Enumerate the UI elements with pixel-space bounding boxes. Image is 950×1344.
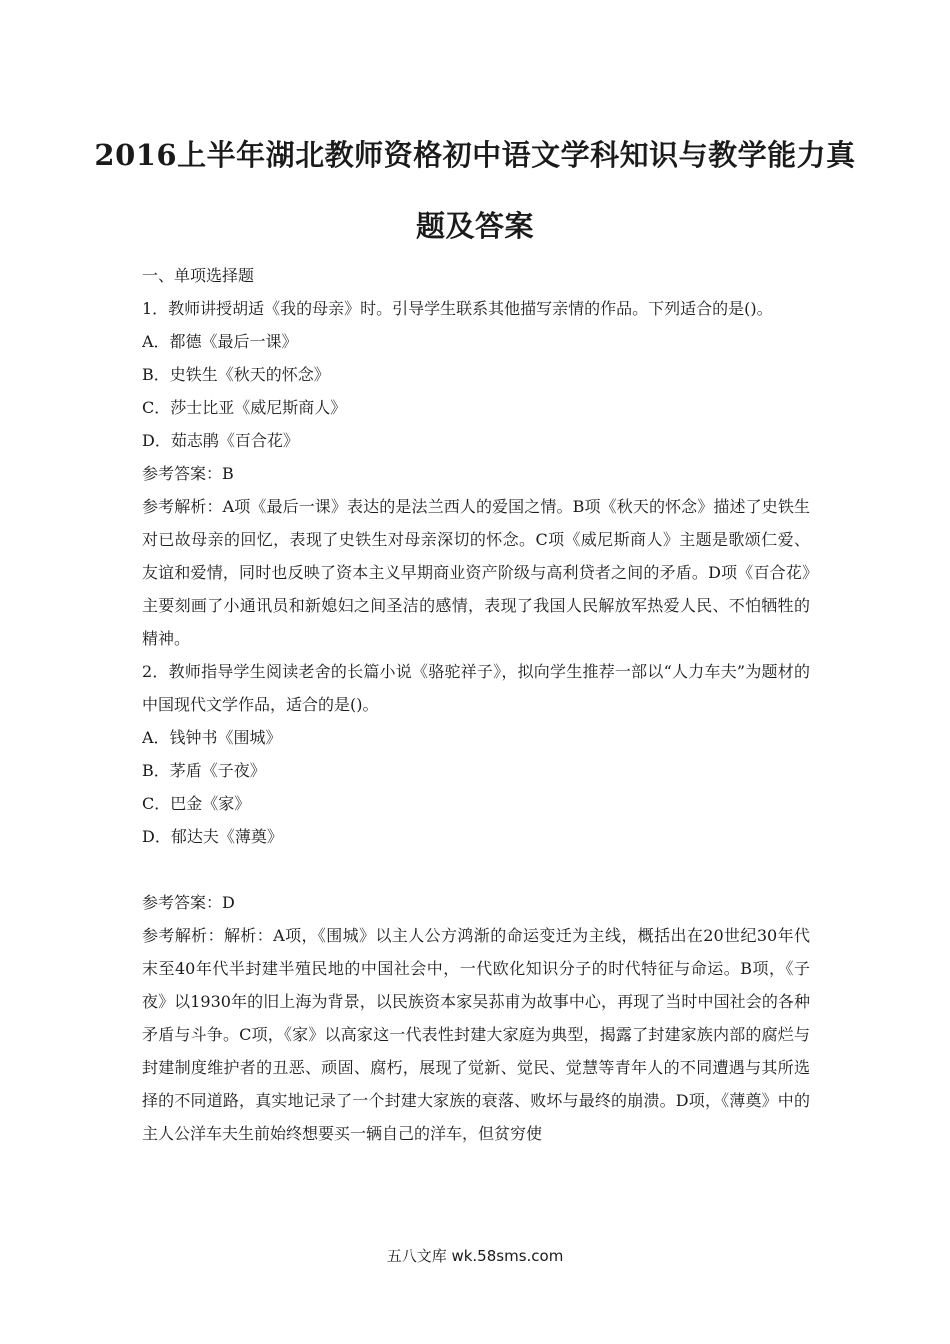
question-1-answer: 参考答案：B (142, 464, 234, 483)
question-2-option-c: C．巴金《家》 (142, 794, 251, 813)
question-1-option-b: B．史铁生《秋天的怀念》 (142, 365, 330, 384)
question-1-option-c: C．莎士比亚《威尼斯商人》 (142, 398, 347, 417)
question-1-option-d: D．茹志鹃《百合花》 (142, 431, 299, 450)
document-title-line-2: 题及答案 (415, 209, 534, 243)
question-1-analysis: 参考解析：A项《最后一课》表达的是法兰西人的爱国之情。B项《秋天的怀念》描述了史铁生对已故母亲的回忆，表现了史铁生对母亲深切的怀念。C项《威尼斯商人》主题是歌颂仁爱、友谊和爱情，同时也反映了资本主义早期商业资产阶级与高利贷者之间的矛盾。D项《百合花》主要刻画了小通讯员和新媳妇之间圣洁的感情，表现了我国人民解放军热爱人民、不怕牺牲的精神。 (142, 497, 810, 648)
question-1-option-a: A．都德《最后一课》 (142, 332, 298, 351)
question-2-option-b: B．茅盾《子夜》 (142, 761, 266, 780)
section-heading: 一、单项选择题 (142, 266, 255, 285)
blank-line (142, 853, 810, 886)
question-2-option-d: D．郁达夫《薄奠》 (142, 827, 283, 846)
question-2-answer: 参考答案：D (142, 893, 235, 912)
question-2-text: 2．教师指导学生阅读老舍的长篇小说《骆驼祥子》，拟向学生推荐一部以“人力车夫”为题材的中国现代文学作品，适合的是()。 (142, 662, 810, 714)
question-2-analysis: 参考解析：解析：A项，《围城》以主人公方鸿渐的命运变迁为主线，概括出在20世纪30年代末至40年代半封建半殖民地的中国社会中，一代欧化知识分子的时代特征与命运。B项，《子夜》以1930年的旧上海为背景，以民族资本家吴荪甫为故事中心，再现了当时中国社会的各种矛盾与斗争。C项，《家》以高家这一代表性封建大家庭为典型，揭露了封建家族内部的腐烂与封建制度维护者的丑恶、顽固、腐朽，展现了觉新、觉民、觉慧等青年人的不同遭遇与其所选择的不同道路，真实地记录了一个封建大家族的衰落、败坏与最终的崩溃。D项，《薄奠》中的主人公洋车夫生前始终想要买一辆自己的洋车，但贫穷使 (142, 926, 810, 1143)
question-1-text: 1．教师讲授胡适《我的母亲》时。引导学生联系其他描写亲情的作品。下列适合的是()。 (142, 299, 773, 318)
document-title-line-1: 2016上半年湖北教师资格初中语文学科知识与教学能力真 (94, 138, 856, 172)
question-2-option-a: A．钱钟书《围城》 (142, 728, 282, 747)
page-footer: 五八文库 wk.58sms.com (386, 1247, 564, 1265)
document-body (142, 259, 810, 1150)
